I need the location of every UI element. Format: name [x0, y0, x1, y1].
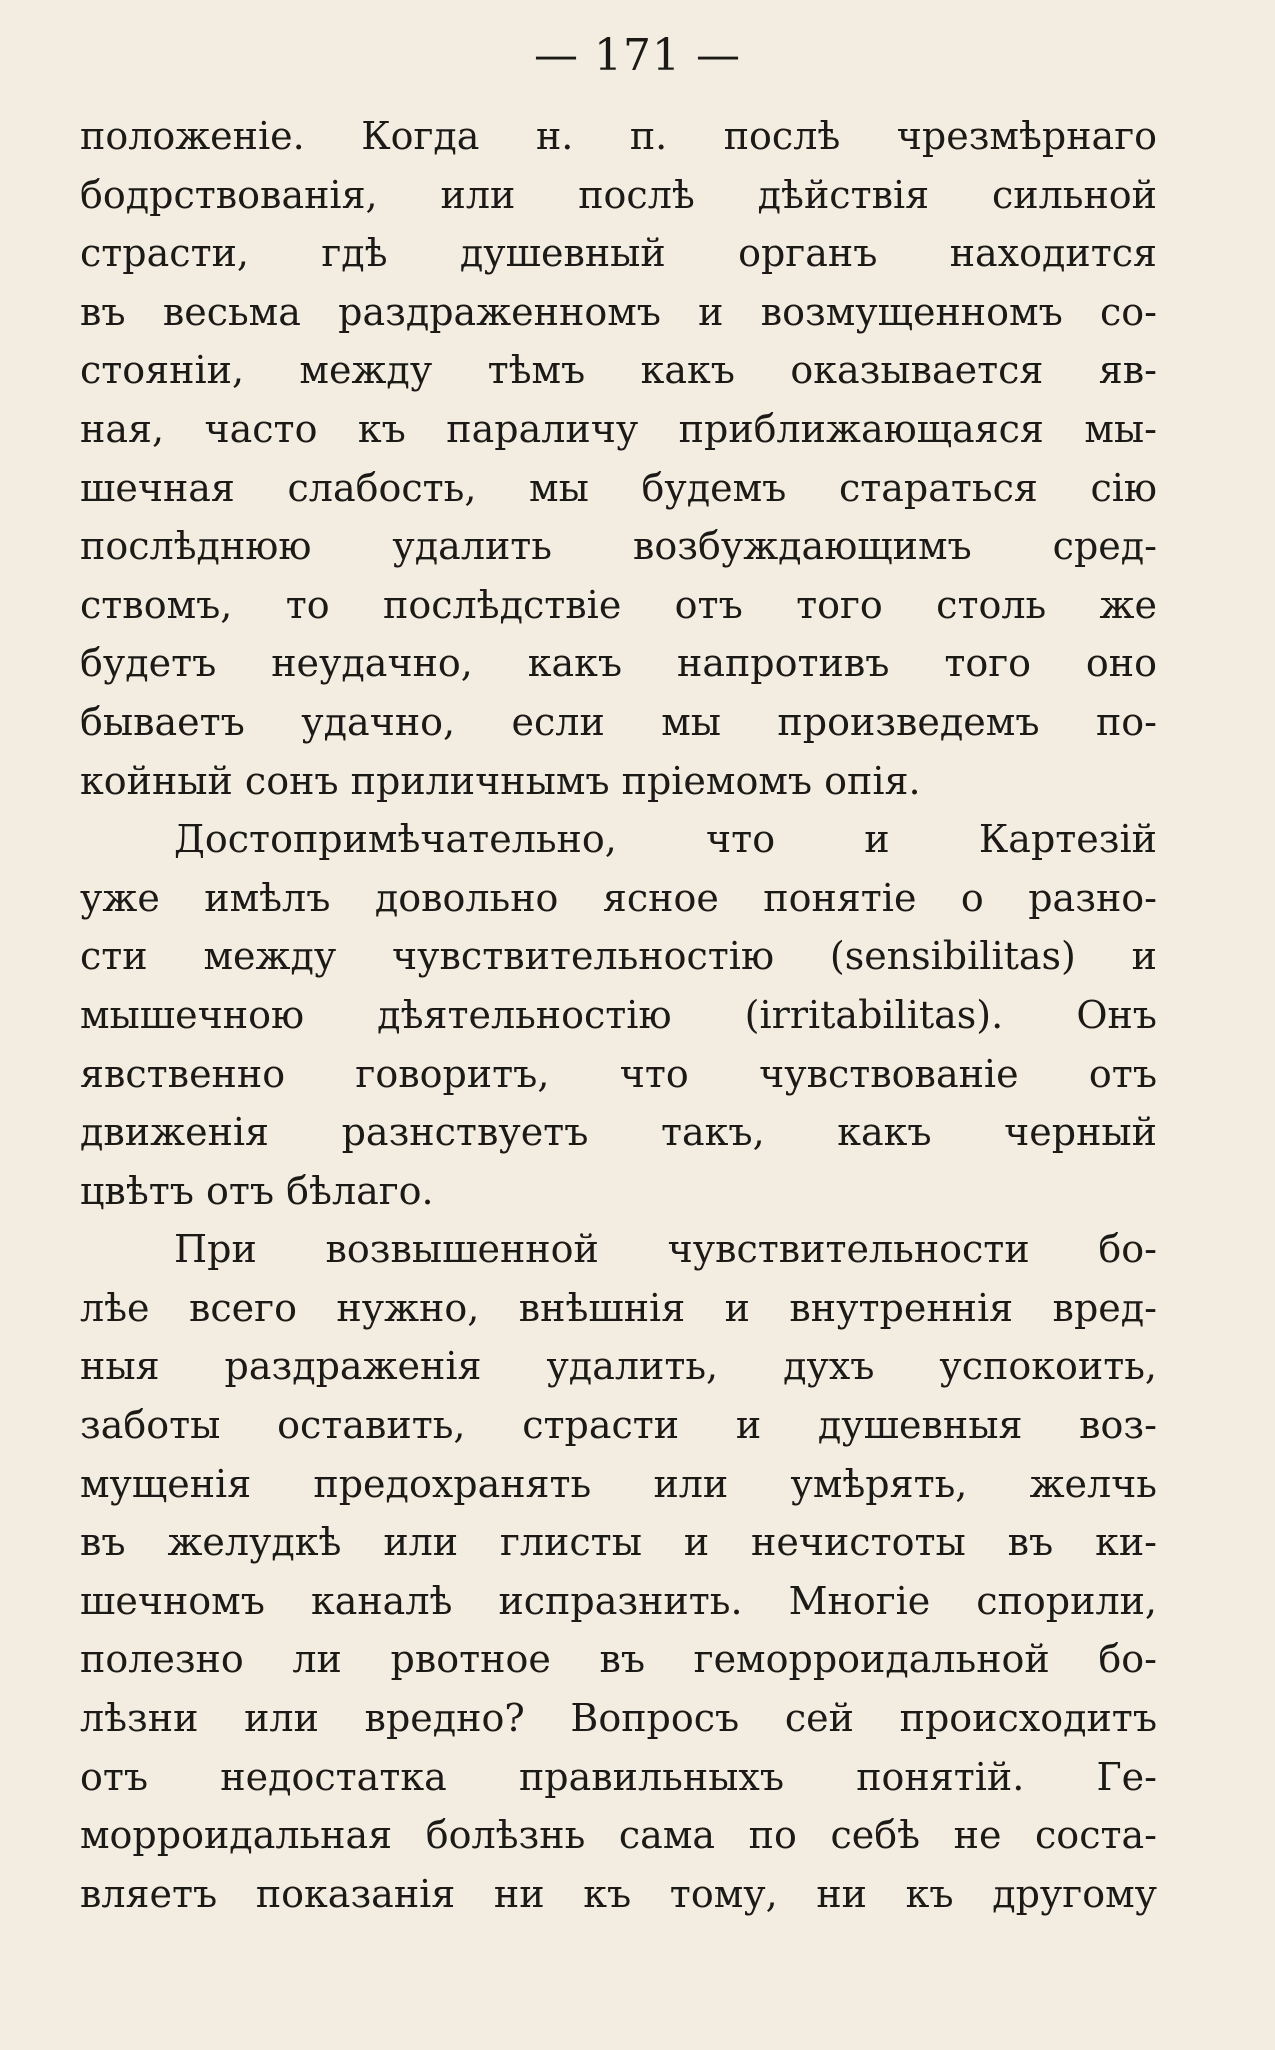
text-line: стояніи, между тѣмъ какъ оказывается яв- — [80, 348, 1157, 393]
text-line: заботы оставить, страсти и душевныя воз- — [80, 1403, 1157, 1448]
paragraph-start-line: Достопримѣчательно, что и Картезій — [174, 817, 1157, 862]
text-line: мущенія предохранять или умѣрять, желчь — [80, 1461, 1157, 1506]
text-line: будетъ неудачно, какъ напротивъ того оно — [80, 641, 1157, 686]
text-line: уже имѣлъ довольно ясное понятіе о разно- — [80, 875, 1157, 920]
page-number: — 171 — — [534, 30, 741, 81]
text-line: ныя раздраженія удалить, духъ успокоить, — [80, 1344, 1157, 1389]
text-line: шечномъ каналѣ испразнить. Многіе спорили, — [80, 1578, 1157, 1623]
text-line: шечная слабость, мы будемъ стараться сію — [80, 465, 1157, 510]
text-line: отъ недостатка правильныхъ понятій. Ге- — [80, 1754, 1157, 1799]
text-line: полезно ли рвотное въ геморроидальной бо- — [80, 1637, 1157, 1682]
body-text — [80, 107, 1157, 1923]
text-line: ная, часто къ параличу приближающаяся мы- — [80, 406, 1157, 451]
paragraph-end-line: койный сонъ приличнымъ пріемомъ опія. — [80, 758, 921, 803]
text-line: послѣднюю удалить возбуждающимъ сред- — [80, 524, 1157, 569]
text-line: въ весьма раздраженномъ и возмущенномъ со- — [80, 289, 1157, 334]
text-line: движенія разнствуетъ такъ, какъ черный — [80, 1110, 1157, 1155]
paragraph-end-line: цвѣтъ отъ бѣлаго. — [80, 1168, 434, 1213]
text-line: ствомъ, то послѣдствіе отъ того столь же — [80, 582, 1157, 627]
text-line: вляетъ показанія ни къ тому, ни къ другому — [80, 1871, 1157, 1916]
text-line: мышечною дѣятельностію (irritabilitas). Онъ — [80, 992, 1157, 1037]
text-line: явственно говоритъ, что чувствованіе отъ — [80, 1051, 1157, 1096]
text-line: положеніе. Когда н. п. послѣ чрезмѣрнаго — [80, 114, 1157, 158]
text-line: бываетъ удачно, если мы произведемъ по- — [80, 699, 1157, 744]
text-line: лѣе всего нужно, внѣшнія и внутреннія вред- — [80, 1285, 1157, 1330]
paragraph-start-line: При возвышенной чувствительности бо- — [174, 1227, 1157, 1272]
text-line: въ желудкѣ или глисты и нечистоты въ ки- — [80, 1520, 1157, 1565]
text-line: страсти, гдѣ душевный органъ находится — [80, 231, 1157, 276]
text-line: бодрствованія, или послѣ дѣйствія сильной — [80, 172, 1157, 217]
text-line: морроидальная болѣзнь сама по себѣ не соста- — [80, 1813, 1157, 1858]
text-line: лѣзни или вредно? Вопросъ сей происходитъ — [80, 1696, 1157, 1741]
text-line: сти между чувствительностію (sensibilitas) и — [80, 934, 1157, 979]
